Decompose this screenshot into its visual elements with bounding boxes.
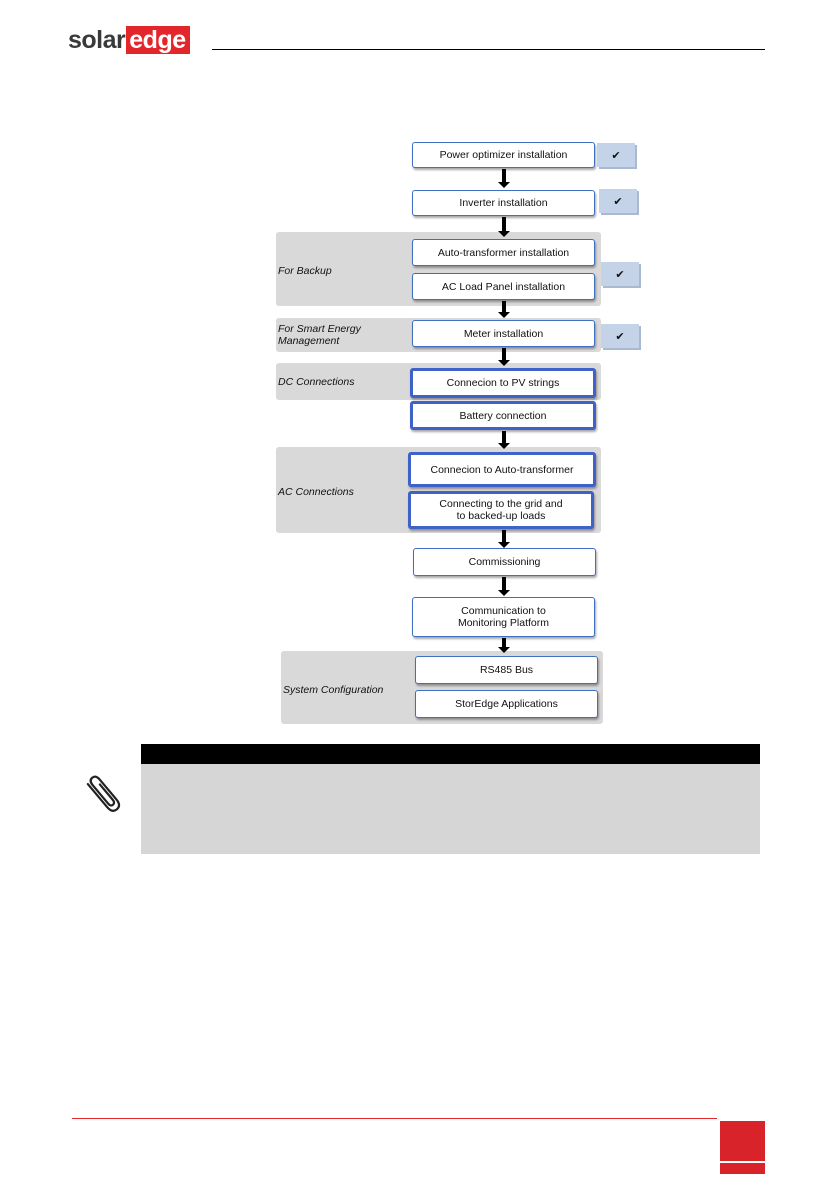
group-label-smart-energy-1: For Smart Energy (278, 323, 361, 335)
arrowhead-2 (498, 231, 510, 237)
group-label-dc: DC Connections (278, 376, 355, 388)
step-ac-load-panel (412, 273, 595, 300)
step-battery (410, 401, 596, 430)
check-icon (601, 262, 639, 286)
check-mark: ✔ (615, 268, 625, 281)
step-grid-connection (408, 491, 594, 529)
logo-text-edge: edge (126, 26, 189, 54)
step-label-line2: to backed-up loads (456, 510, 546, 522)
step-pv-strings (410, 368, 596, 398)
page-footer-bar (720, 1163, 765, 1174)
arrow-7 (502, 577, 506, 590)
note-body (141, 764, 760, 854)
arrowhead-6 (498, 542, 510, 548)
step-commissioning (413, 548, 596, 576)
step-label: Meter installation (463, 327, 544, 340)
arrowhead-8 (498, 647, 510, 653)
arrow-6 (502, 530, 506, 542)
check-mark: ✔ (615, 330, 625, 343)
check-icon (601, 324, 639, 348)
step-label: AC Load Panel installation (441, 280, 566, 293)
group-label-backup: For Backup (278, 265, 332, 277)
header-divider (212, 49, 765, 50)
group-label-system: System Configuration (283, 684, 384, 696)
solaredge-logo (68, 26, 190, 54)
step-rs485 (415, 656, 598, 684)
note-header-bar (141, 744, 760, 764)
step-label: Commissioning (468, 556, 541, 568)
step-label: Connecion to PV strings (446, 377, 560, 389)
arrow-1 (502, 169, 506, 182)
step-label: Inverter installation (459, 197, 548, 209)
arrowhead-1 (498, 182, 510, 188)
step-label-line1: Communication to (461, 605, 546, 617)
step-label-line2: Monitoring Platform (457, 617, 550, 629)
group-label-smart-energy-2: Management (278, 335, 340, 347)
page-number-box (720, 1121, 765, 1161)
check-icon (599, 189, 637, 213)
check-mark: ✔ (613, 195, 623, 208)
arrowhead-5 (498, 443, 510, 449)
step-label-line1: Connecting to the grid and (439, 498, 563, 510)
arrowhead-4 (498, 360, 510, 366)
step-label: Power optimizer installation (439, 149, 568, 161)
step-label: Auto-transformer installation (437, 246, 570, 259)
group-label-ac: AC Connections (278, 486, 354, 498)
arrowhead-7 (498, 590, 510, 596)
arrow-2 (502, 217, 506, 231)
step-power-optimizer (412, 142, 595, 168)
logo-text-solar: solar (68, 25, 126, 54)
step-inverter (412, 190, 595, 216)
step-label: StorEdge Applications (455, 698, 558, 710)
check-mark: ✔ (611, 149, 621, 162)
arrow-8 (502, 638, 506, 647)
paperclip-icon (80, 768, 128, 820)
step-storedge (415, 690, 598, 718)
arrow-5 (502, 431, 506, 443)
step-meter (412, 320, 595, 347)
step-autotransformer (412, 239, 595, 266)
step-label: Connecion to Auto-transformer (430, 463, 574, 476)
step-communication (412, 597, 595, 637)
check-icon (597, 143, 635, 167)
step-label: Battery connection (459, 409, 547, 422)
footer-divider (72, 1118, 717, 1119)
step-label: RS485 Bus (479, 664, 534, 676)
arrow-3 (502, 301, 506, 312)
arrowhead-3 (498, 312, 510, 318)
arrow-4 (502, 348, 506, 360)
step-connection-autotransformer (408, 452, 596, 487)
